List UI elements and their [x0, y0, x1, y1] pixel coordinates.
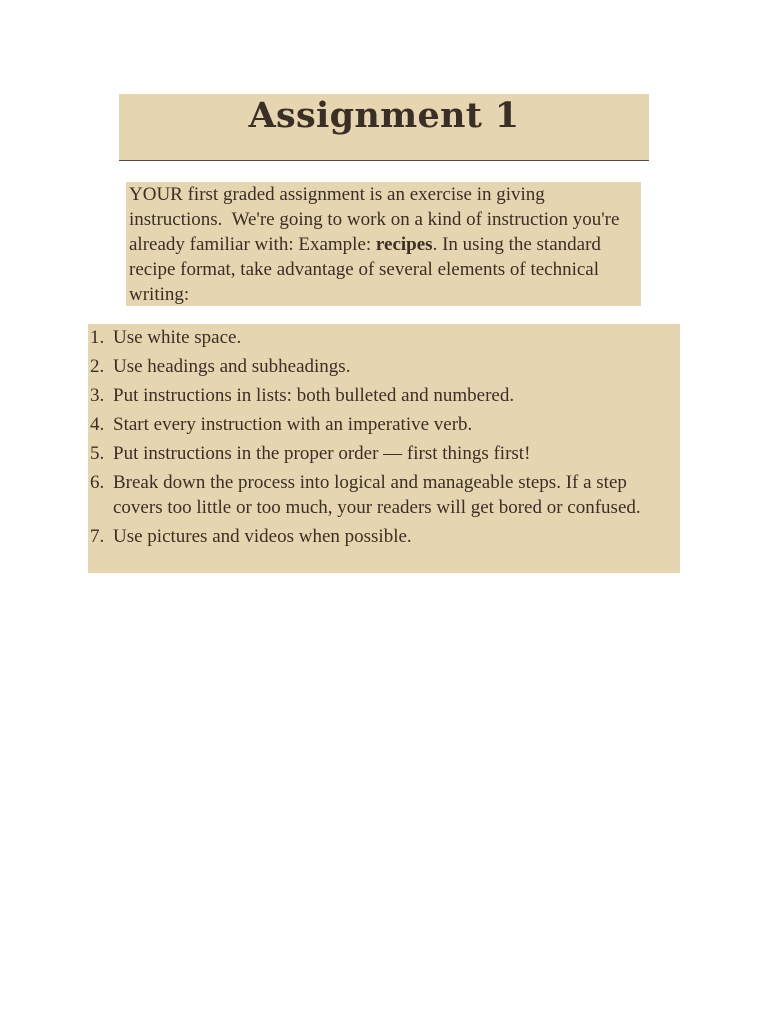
instruction-list [88, 324, 680, 573]
page-title: Assignment 1 [248, 95, 520, 136]
list-item [88, 324, 680, 350]
list-item-number: 5. [90, 443, 105, 464]
list-item-number: 1. [90, 327, 105, 348]
intro-text-end: . In using the standard recipe format, take advantage of several elements of technical writing: [129, 234, 606, 305]
list-item [88, 412, 680, 437]
list-item-number: 2. [90, 356, 105, 377]
list-item-text: Start every instruction with an imperative verb. [113, 414, 473, 435]
list-item-number: 3. [90, 385, 105, 406]
intro-paragraph [126, 182, 641, 306]
list-item-number: 7. [90, 526, 105, 547]
list-item-text: Break down the process into logical and manageable steps. If a step covers too little or too much, your readers will get bored or confused. [113, 472, 641, 518]
intro-bold-word: recipes [375, 234, 433, 255]
list-item-number: 6. [90, 472, 105, 493]
list-item-text: Put instructions in lists: both bulleted and numbered. [113, 385, 515, 406]
list-item-number: 4. [90, 414, 105, 435]
list-item [88, 354, 680, 379]
list-item-text: Put instructions in the proper order — first things first! [113, 443, 531, 464]
list-item-text: Use headings and subheadings. [113, 356, 351, 377]
list-item-text: Use pictures and videos when possible. [113, 526, 412, 547]
list-item [88, 441, 680, 466]
list-item [88, 470, 680, 520]
list-item-text: Use white space. [113, 327, 242, 348]
list-item [88, 524, 680, 549]
title-banner [119, 94, 649, 161]
list-item [88, 383, 680, 408]
intro-text-start: YOUR first graded assignment is an exercise in giving instructions. We're going to work on a kind of instruction you're already familiar with: Example: [129, 184, 625, 255]
